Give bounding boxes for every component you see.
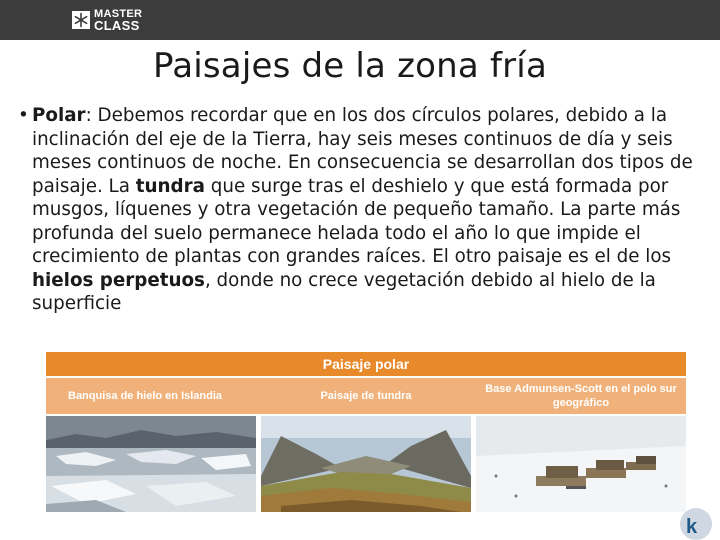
term-tundra: tundra bbox=[135, 175, 205, 197]
corner-brand-logo bbox=[670, 500, 720, 540]
logo-line-class: CLASS bbox=[94, 18, 140, 33]
caption-tundra: Paisaje de tundra bbox=[320, 390, 412, 402]
text-segment-1: : Debemos recordar que en los dos círculos polares, debido a la inclinación del eje de la Tierra, hay seis meses continuos de día y seis meses continuos de noche. En consecuencia se desarrollan dos tipos de paisaje. La bbox=[32, 105, 693, 197]
caption-ice-pack: Banquisa de hielo en Islandia bbox=[68, 390, 223, 402]
text-segment-3: , donde no crece vegetación debido al hielo de la superficie bbox=[32, 269, 656, 314]
masterclass-logo bbox=[72, 6, 142, 34]
figure-title: Paisaje polar bbox=[46, 352, 686, 376]
photo-ice-pack bbox=[46, 416, 256, 512]
polar-landscape-figure bbox=[46, 352, 686, 512]
text-segment-2: que surge tras el deshielo y que está formada por musgos, líquenes y otra vegetación de pequeño tamaño. La parte más profunda del suelo permanece helada todo el año lo que impide el crecimiento de plantas con grandes raíces. El otro paisaje es el de los bbox=[32, 175, 681, 267]
photo-south-pole-base bbox=[476, 416, 686, 512]
logo-line-master: MASTER bbox=[94, 8, 143, 20]
term-hielos-perpetuos: hielos perpetuos bbox=[32, 269, 205, 291]
snowflake-icon bbox=[72, 11, 90, 29]
caption-south-pole-base: Base Admunsen-Scott en el polo sur geográfico bbox=[485, 383, 677, 409]
svg-text:k: k bbox=[686, 516, 698, 538]
header-bar bbox=[0, 0, 720, 40]
photo-tundra bbox=[261, 416, 471, 512]
term-polar: Polar bbox=[32, 105, 86, 126]
body-paragraph bbox=[32, 104, 708, 316]
slide-title: Paisajes de la zona fría bbox=[153, 46, 547, 86]
body-text bbox=[18, 104, 708, 316]
bullet-marker: • bbox=[18, 105, 29, 126]
